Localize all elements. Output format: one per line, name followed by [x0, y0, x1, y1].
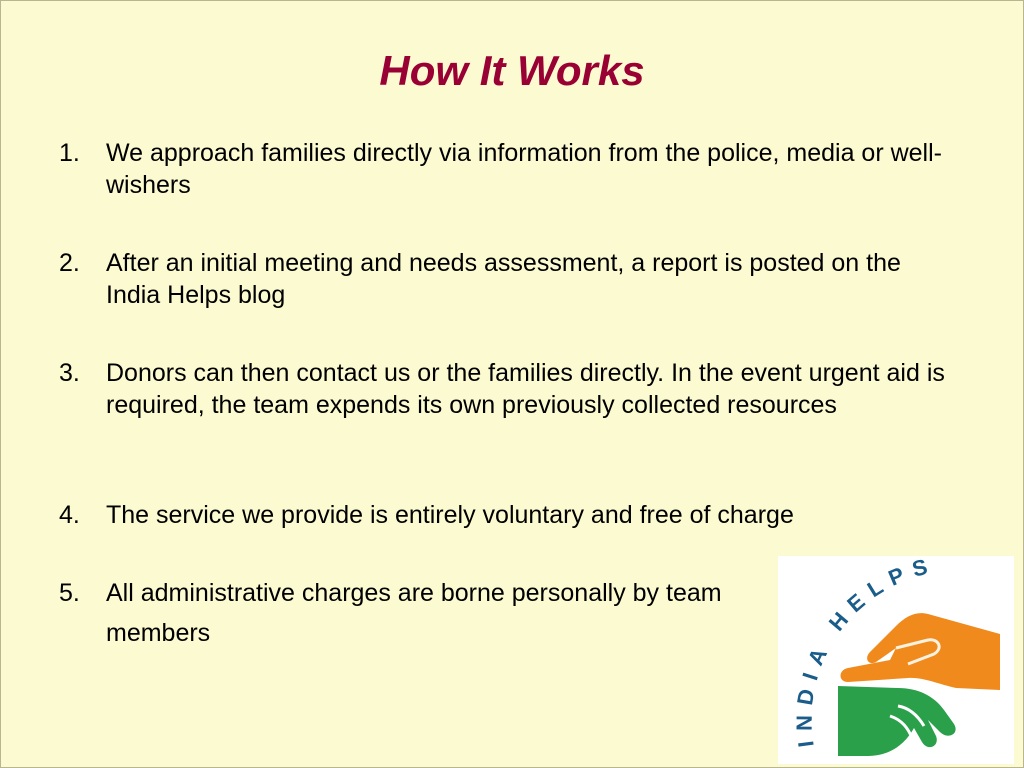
- list-item: [59, 137, 959, 201]
- step-text: All administrative charges are borne personally by team members: [106, 579, 722, 647]
- step-number: 1.: [59, 139, 80, 167]
- list-item: [59, 357, 959, 421]
- logo-text-path: INDIA HELPS: [791, 556, 939, 749]
- step-number: 2.: [59, 249, 80, 277]
- green-hand-shape: [838, 686, 956, 756]
- step-text: The service we provide is entirely voluntary and free of charge: [106, 501, 794, 529]
- step-number: 5.: [59, 579, 80, 607]
- list-item: [59, 247, 959, 311]
- page-title: How It Works: [379, 47, 645, 94]
- step-text: We approach families directly via information from the police, media or well-wishers: [106, 139, 942, 199]
- step-number: 4.: [59, 501, 80, 529]
- step-text: After an initial meeting and needs assessment, a report is posted on the India Helps blog: [106, 249, 901, 309]
- step-text: Donors can then contact us or the families directly. In the event urgent aid is required, the team expends its own previously collected resources: [106, 359, 945, 419]
- step-number: 3.: [59, 359, 80, 387]
- helping-hands-icon: [778, 556, 1014, 764]
- list-item: [59, 499, 959, 531]
- india-helps-logo: [778, 556, 1014, 764]
